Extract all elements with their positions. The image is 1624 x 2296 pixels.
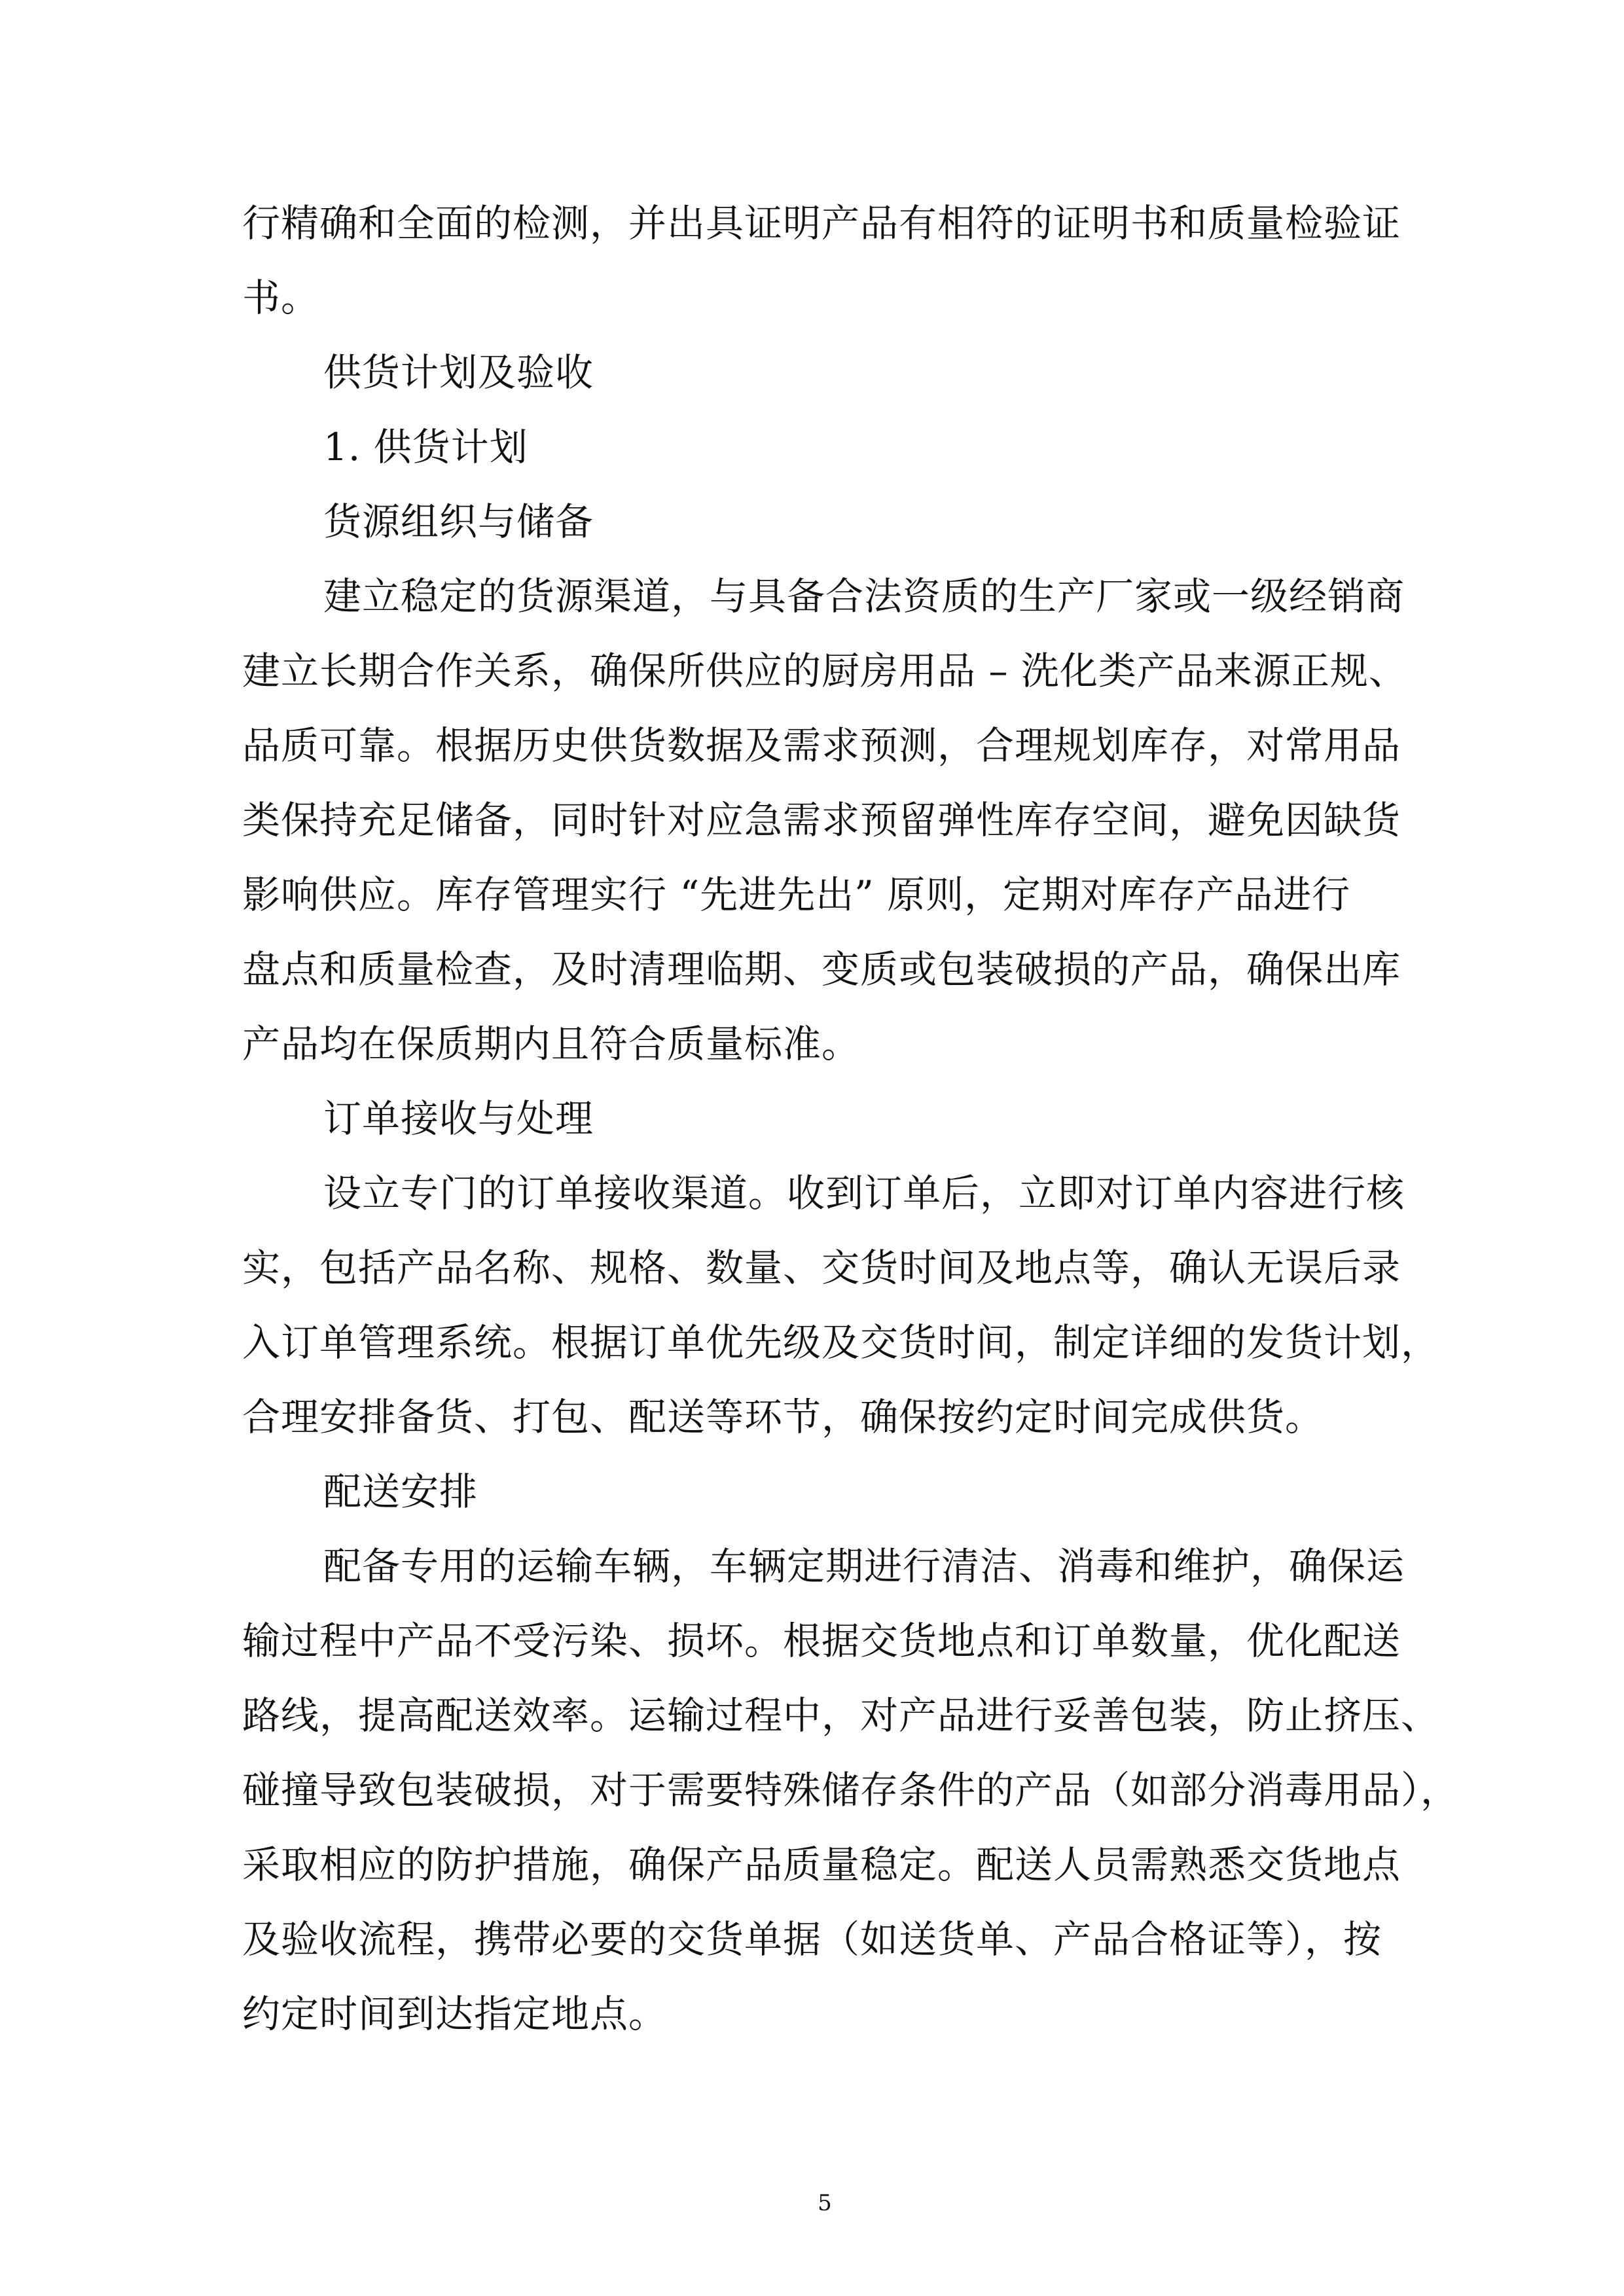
heading-supply-plan: 1. 供货计划 (323, 425, 528, 469)
heading-supply-plan-acceptance: 供货计划及验收 (323, 350, 594, 395)
text-line: 建立长期合作关系，确保所供应的厨房用品 – 洗化类产品来源正规、 (242, 649, 1407, 693)
text-line: 品质可靠。根据历史供货数据及需求预测，合理规划库存，对常用品 (242, 723, 1401, 768)
heading-order-processing: 订单接收与处理 (323, 1096, 594, 1141)
text-line: 路线，提高配送效率。运输过程中，对产品进行妥善包装，防止挤压、 (242, 1693, 1440, 1738)
text-line: 产品均在保质期内且符合质量标准。 (242, 1022, 861, 1066)
subheading (242, 1454, 1381, 1529)
subsection-heading (242, 410, 1381, 484)
paragraph-continuation (242, 186, 1401, 335)
paragraph-delivery-arrangement (242, 1529, 1460, 2051)
section-heading (242, 335, 1381, 410)
heading-source-organization: 货源组织与储备 (323, 499, 594, 544)
subheading (242, 1081, 1381, 1156)
text-line: 行精确和全面的检测，并出具证明产品有相符的证明书和质量检验证 (242, 201, 1401, 245)
text-line: 输过程中产品不受污染、损坏。根据交货地点和订单数量，优化配送 (242, 1619, 1401, 1663)
text-line: 设立专门的订单接收渠道。收到订单后，立即对订单内容进行核 (323, 1171, 1405, 1215)
paragraph-order-processing (242, 1156, 1440, 1454)
text-line: 碰撞导致包装破损，对于需要特殊储存条件的产品（如部分消毒用品）， (242, 1768, 1460, 1812)
text-line: 类保持充足储备，同时针对应急需求预留弹性库存空间，避免因缺货 (242, 798, 1401, 842)
document-body (242, 186, 1460, 2051)
heading-delivery-arrangement: 配送安排 (323, 1469, 478, 1514)
paragraph-source-organization (242, 559, 1407, 1081)
text-line: 影响供应。库存管理实行 “先进先出” 原则，定期对库存产品进行 (242, 872, 1351, 917)
text-line: 实，包括产品名称、规格、数量、交货时间及地点等，确认无误后录 (242, 1246, 1401, 1290)
text-line: 及验收流程，携带必要的交货单据（如送货单、产品合格证等），按 (242, 1917, 1382, 1962)
text-line: 建立稳定的货源渠道，与具备合法资质的生产厂家或一级经销商 (323, 574, 1405, 619)
text-line: 采取相应的防护措施，确保产品质量稳定。配送人员需熟悉交货地点 (242, 1842, 1401, 1887)
text-line: 合理安排备货、打包、配送等环节，确保按约定时间完成供货。 (242, 1395, 1324, 1439)
text-line: 入订单管理系统。根据订单优先级及交货时间，制定详细的发货计划， (242, 1320, 1440, 1365)
text-line: 盘点和质量检查，及时清理临期、变质或包装破损的产品，确保出库 (242, 947, 1401, 992)
text-line: 配备专用的运输车辆，车辆定期进行清洁、消毒和维护，确保运 (323, 1544, 1405, 1588)
subheading (242, 484, 1381, 559)
text-line: 书。 (242, 276, 320, 320)
text-line: 约定时间到达指定地点。 (242, 1992, 668, 2036)
page-number: 5 (818, 2190, 832, 2216)
